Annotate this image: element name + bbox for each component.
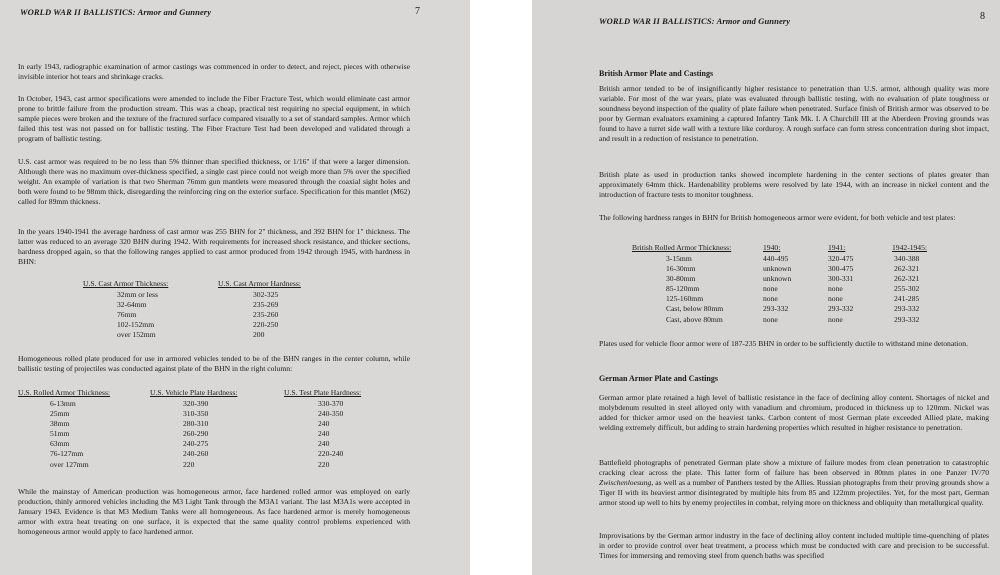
paragraph-german-plate: German armor plate retained a high level of ballistic resistance in the face of declining alloy content. Shortages of nickel and molybdenum resulted in steel alloyed only with vanadium and chromium, produced in thickness up to 120mm. Nickel was added for thicker armor used on the heaviest tanks. Carbon content of most German plate exceeded Allied plate, making welding extremely difficult, but adding to strain hardening properties which resulted in higher resistance to penetration.: [599, 393, 989, 433]
table-cell: over 127mm: [50, 459, 89, 469]
table-cell: Cast, below 80mm: [666, 304, 724, 314]
table-cell: 240-275: [183, 439, 209, 449]
page-number: 7: [415, 6, 420, 17]
table-cell: 262-321: [894, 264, 920, 274]
table-cell: 38mm: [50, 419, 70, 429]
table-cell: 125-160mm: [666, 294, 704, 304]
table-cell: 241-285: [894, 294, 920, 304]
table-cell: none: [828, 284, 843, 294]
page-8: [532, 0, 1000, 575]
vehicle-hardness-header: U.S. Vehicle Plate Hardness:: [150, 388, 238, 397]
table-cell: 76mm: [117, 310, 137, 320]
table-cell: 310-350: [183, 409, 209, 419]
table-cell: 300-475: [828, 264, 854, 274]
year-1941-column: [828, 254, 853, 325]
table-cell: none: [828, 294, 843, 304]
paragraph-fiber-fracture: In October, 1943, cast armor specifications were amended to include the Fiber Fracture Test, which would eliminate cast armor prone to brittle failure from the production stream. This was a cheap, practical test requiring no special equipment, in which sample pieces were broken and the texture of the fractured surface compared visually to a set of standard samples. Armor which failed this test was not passed on for ballistic testing. The Fiber Fracture Test had been developed and validated through a program of ballistic testing.: [18, 94, 410, 144]
table-cell: 85-120mm: [666, 284, 700, 294]
paragraph-floor-armor: Plates used for vehicle floor armor were of 187-235 BHN in order to be sufficiently ductile to withstand mine detonation.: [599, 339, 968, 348]
paragraph-rolled-plate: Homogeneous rolled plate produced for use in armored vehicles tended to be of the BHN ranges in the center column, while ballistic testing of projectiles was conducted against plate of the BHN in the right column:: [18, 354, 410, 374]
table-cell: 340-388: [894, 254, 920, 263]
paragraph-cast-hardness: In the years 1940-1941 the average hardness of cast armor was 255 BHN for 2" thickness, and 392 BHN for 1" thickness. The latter was reduced to an average 320 BHN during 1942. With requirements for increased shock resistance, and thicker sections, hardness dropped again, so that the following ranges applied to cast armor produced from 1942 through 1945, with hardness in BHN:: [18, 227, 410, 267]
running-header: WORLD WAR II BALLISTICS: Armor and Gunnery: [599, 16, 791, 26]
table-cell: 262-321: [894, 274, 920, 284]
table-cell: 220: [318, 459, 330, 469]
paragraph-british-armor: British armor tended to be of insignificantly higher resistance to penetration than U.S. armor, although quality was more variable. For most of the war years, plate was evaluated through ballistic testing, with no evaluation of plate toughness or soundness beyond inspection of the quality of plate failure when penetrated. Surface finish of British armor was observed to be poor by German evaluators examining a captured Infantry Tank Mk. I. A Churchill III at the Aberdeen Proving grounds was found to have a turret side wall with a texture like corduroy. A rough surface can form stress concentration during shot impact, and result in a reduction of resistance to penetration.: [599, 84, 989, 144]
running-header: WORLD WAR II BALLISTICS: Armor and Gunnery: [20, 7, 212, 17]
table-cell: 235-260: [253, 310, 279, 320]
table-cell: Cast, above 80mm: [666, 314, 723, 324]
rolled-thickness-header: U.S. Rolled Armor Thickness:: [18, 388, 111, 397]
table-cell: 240: [318, 439, 330, 449]
year-1941-header: 1941:: [828, 243, 846, 252]
vehicle-hardness-column: [183, 399, 208, 470]
table-cell: 240-350: [318, 409, 344, 419]
table-cell: 220-240: [318, 449, 344, 459]
table-cell: unknown: [763, 274, 792, 284]
cast-thickness-column: [117, 290, 158, 340]
test-hardness-header: U.S. Test Plate Hardness:: [284, 388, 362, 397]
paragraph-improvisations: Improvisations by the German armor industry in the face of declining alloy content included multiple time-quenching of plates in order to provide control over heat treatment, a process which must be conducted with care and precision to be successful. Times for immersing and removing steel from quench baths was specified: [599, 531, 989, 561]
table-cell: 102-152mm: [117, 320, 155, 330]
table-cell: 320-475: [828, 254, 854, 263]
table-cell: 255-302: [894, 284, 920, 294]
table-cell: 32-64mm: [117, 300, 147, 310]
section-heading-german: German Armor Plate and Castings: [599, 374, 718, 383]
cast-thickness-header: U.S. Cast Armor Thickness:: [83, 279, 169, 288]
table-cell: none: [763, 284, 778, 294]
british-thickness-column: [666, 254, 723, 325]
paragraph-cast-tolerance: U.S. cast armor was required to be no less than 5% thinner than specified thickness, or 1/16" if that were a larger dimension. Although there was no maximum over-thickness specified, a single cast piece could not weigh more than 5% over the specified weight. An example of variation is that two Sherman 76mm gun mantlets were measured through the coaxial sight holes and both were found to be 98mm thick, disregarding the reinforcing ring on the exterior surface. Specification for this mantlet (M62) called for 89mm thickness.: [18, 157, 410, 207]
table-cell: 440-495: [763, 254, 789, 263]
table-cell: 220-250: [253, 320, 279, 330]
test-hardness-column: [318, 399, 343, 470]
table-cell: 240: [318, 419, 330, 429]
rolled-thickness-column: [50, 399, 89, 470]
year-1942-1945-column: [894, 254, 919, 325]
table-cell: none: [763, 314, 778, 324]
table-cell: 76-127mm: [50, 449, 84, 459]
table-cell: 280-310: [183, 419, 209, 429]
paragraph-british-ranges: The following hardness ranges in BHN for British homogeneous armor were evident, for both vehicle and test plates:: [599, 213, 956, 222]
paragraph-text: , as well as a number of Panthers tested by the Allies. Russian photographs from their proving grounds show a Tiger II with its heaviest armor disintegrated by multiple hits from 85 and 122mm projectiles. Yet, for the most part, German armor stood up well to hits by enemy projectiles in combat, relying more on thickness and obliquity than metallurgical quality.: [599, 478, 989, 508]
table-cell: 235-269: [253, 300, 279, 310]
paragraph-face-hardened: While the mainstay of American production was homogeneous armor, face hardened rolled armor was employed on early production, thinly armored vehicles including the M3 Light Tank through the M3A1 variant. The last M3A1s were accepted in January 1943. Evidence is that M3 Medium Tanks were all homogeneous. As face hardened armor is merely homogeneous armor with extra heat treating on one surface, it is expected that the same quality control problems experienced with homogeneous armor would apply to face hardened armor.: [18, 487, 410, 537]
table-cell: over 152mm: [117, 330, 156, 340]
table-cell: 293-332: [828, 304, 854, 314]
table-cell: 293-332: [894, 304, 920, 314]
page-number: 8: [980, 11, 985, 22]
table-cell: 25mm: [50, 409, 70, 419]
paragraph-text: Battlefield photographs of penetrated German plate show a mixture of failure modes from clean penetration to catastrophic cracking clear across the plate. This latter form of failure has been observed in 80mm plates in one Panzer IV/70: [599, 458, 989, 478]
table-cell: 240: [318, 429, 330, 439]
table-cell: 200: [253, 330, 265, 340]
table-cell: 293-332: [763, 304, 789, 314]
table-cell: 320-390: [183, 399, 209, 408]
table-cell: 300-331: [828, 274, 854, 284]
table-cell: 30-80mm: [666, 274, 696, 284]
year-1940-header: 1940:: [763, 243, 781, 252]
paragraph-radiographic: In early 1943, radiographic examination of armor castings was commenced in order to detect, and reject, pieces with otherwise invisible interior hot tears and shrinkage cracks.: [18, 62, 410, 82]
table-cell: 260-290: [183, 429, 209, 439]
table-cell: 16-30mm: [666, 264, 696, 274]
table-cell: 240-260: [183, 449, 209, 459]
table-cell: none: [828, 314, 843, 324]
table-cell: 32mm or less: [117, 290, 158, 299]
british-thickness-header: British Rolled Armor Thickness:: [632, 243, 732, 252]
table-cell: 330-370: [318, 399, 344, 408]
year-1942-1945-header: 1942-1945:: [892, 243, 928, 252]
table-cell: 51mm: [50, 429, 70, 439]
table-cell: 302-325: [253, 290, 279, 299]
table-cell: unknown: [763, 264, 792, 274]
paragraph-british-plate: British plate as used in production tanks showed incomplete hardening in the center sections of plates greater than approximately 64mm thick. Hardenability problems were resolved by late 1944, with an increase in nickel content and the introduction of fracture tests to monitor toughness.: [599, 170, 989, 200]
section-heading-british: British Armor Plate and Castings: [599, 69, 714, 78]
italic-term: Zwischenloesung: [599, 478, 652, 488]
table-cell: none: [763, 294, 778, 304]
year-1940-column: [763, 254, 791, 325]
cast-hardness-column: [253, 290, 278, 340]
paragraph-battlefield-photos: [599, 458, 989, 508]
table-cell: 6-13mm: [50, 399, 76, 408]
table-cell: 63mm: [50, 439, 70, 449]
table-cell: 3-15mm: [666, 254, 692, 263]
cast-hardness-header: U.S. Cast Armor Hardness:: [218, 279, 301, 288]
page-7: [0, 0, 470, 575]
table-cell: 220: [183, 459, 195, 469]
table-cell: 293-332: [894, 314, 920, 324]
